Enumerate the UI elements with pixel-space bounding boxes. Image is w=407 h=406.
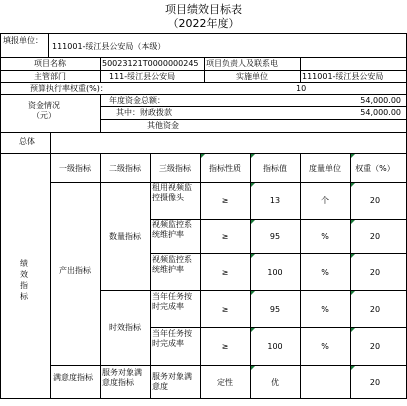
indicator-nature: ≥: [221, 232, 229, 241]
project-leader-label: 项目负责人及联系电: [206, 59, 278, 68]
project-name-value: 50023121T0000000245: [102, 59, 199, 68]
cell-marker: [251, 366, 255, 370]
cell-marker: [351, 254, 355, 258]
cell-marker: [251, 183, 255, 187]
header-nature: 指标性质: [209, 164, 241, 173]
funds-row-other-label: 其他资金: [147, 121, 179, 130]
cell-marker: [351, 328, 355, 332]
cell-marker: [251, 254, 255, 258]
page-title: 项目绩效目标表: [165, 3, 242, 16]
cell-marker: [251, 291, 255, 295]
funds-label: 资金情况（元）: [28, 101, 60, 120]
page-subtitle: （2022年度）: [167, 17, 240, 30]
indicator-weight: 20: [369, 378, 381, 387]
cell-marker: [351, 183, 355, 187]
indicator-name: 视频监控系统维护率: [152, 255, 192, 274]
indicator-value: 95: [269, 305, 281, 314]
dept-label: 主管部门: [34, 72, 66, 81]
performance-label: 绩效指标: [20, 259, 28, 301]
indicator-name: 当年任务按时完成率: [152, 292, 192, 311]
dept-value: 111-绥江县公安局: [109, 72, 176, 81]
cell-marker: [351, 220, 355, 224]
indicator-unit: %: [321, 268, 329, 277]
indicator-unit: %: [321, 305, 329, 314]
indicator-weight: 20: [369, 342, 381, 351]
cell-marker: [351, 154, 355, 158]
indicator-nature: ≥: [221, 305, 229, 314]
indicator-name: 当年任务按时完成率: [152, 329, 192, 348]
level2-timeliness: 时效指标: [109, 323, 141, 332]
level1-output: 产出指标: [59, 266, 91, 275]
budget-weight-label: 预算执行率权重(%)：: [30, 84, 108, 93]
indicator-value: 优: [271, 378, 279, 387]
indicator-nature: 定性: [217, 378, 233, 387]
indicator-weight: 20: [369, 268, 381, 277]
fill-unit-label: 填报单位：: [3, 36, 43, 45]
indicator-weight: 20: [369, 196, 381, 205]
header-unit: 度量单位: [309, 164, 341, 173]
cell-marker: [351, 366, 355, 370]
header-level1: 一级指标: [59, 164, 91, 173]
cell-marker: [251, 220, 255, 224]
header-level3: 三级指标: [159, 164, 191, 173]
project-name-label: 项目名称: [34, 59, 66, 68]
indicator-weight: 20: [369, 305, 381, 314]
impl-unit-label: 实施单位: [236, 72, 268, 81]
indicator-name: 服务对象满意度: [152, 372, 192, 391]
indicator-name: 租用视频监控摄像头: [152, 183, 192, 202]
indicator-value: 100: [267, 342, 283, 351]
level2-quantity: 数量指标: [109, 232, 141, 241]
indicator-unit: %: [321, 342, 329, 351]
level1-satisfaction: 满意度指标: [53, 373, 93, 382]
indicator-unit: %: [321, 232, 329, 241]
funds-row-fiscal-value: 54,000.00: [360, 108, 401, 117]
level2-service: 服务对象满意度指标: [102, 368, 142, 387]
indicator-nature: ≥: [221, 196, 229, 205]
funds-row-total-value: 54,000.00: [360, 96, 401, 105]
indicator-name: 视频监控系统维护率: [152, 220, 192, 239]
budget-weight-value: 10: [296, 84, 307, 93]
cell-marker: [201, 154, 205, 158]
header-weight: 权重（%）: [355, 164, 395, 173]
impl-unit-value: 111001-绥江县公安局: [302, 72, 384, 81]
cell-marker: [251, 328, 255, 332]
overall-label: 总体: [19, 137, 35, 146]
funds-row-fiscal-label: 其中：财政拨款: [116, 108, 172, 117]
header-value: 指标值: [263, 164, 287, 173]
indicator-nature: ≥: [221, 342, 229, 351]
header-level2: 二级指标: [109, 164, 141, 173]
funds-row-total-label: 年度资金总额：: [109, 96, 165, 105]
cell-marker: [351, 291, 355, 295]
indicator-unit: 个: [321, 196, 329, 205]
indicator-value: 13: [269, 196, 281, 205]
indicator-value: 100: [267, 268, 283, 277]
cell-marker: [251, 154, 255, 158]
fill-unit-value: 111001-绥江县公安局（本级）: [52, 42, 166, 51]
indicator-value: 95: [269, 232, 281, 241]
indicator-weight: 20: [369, 232, 381, 241]
indicator-nature: ≥: [221, 268, 229, 277]
